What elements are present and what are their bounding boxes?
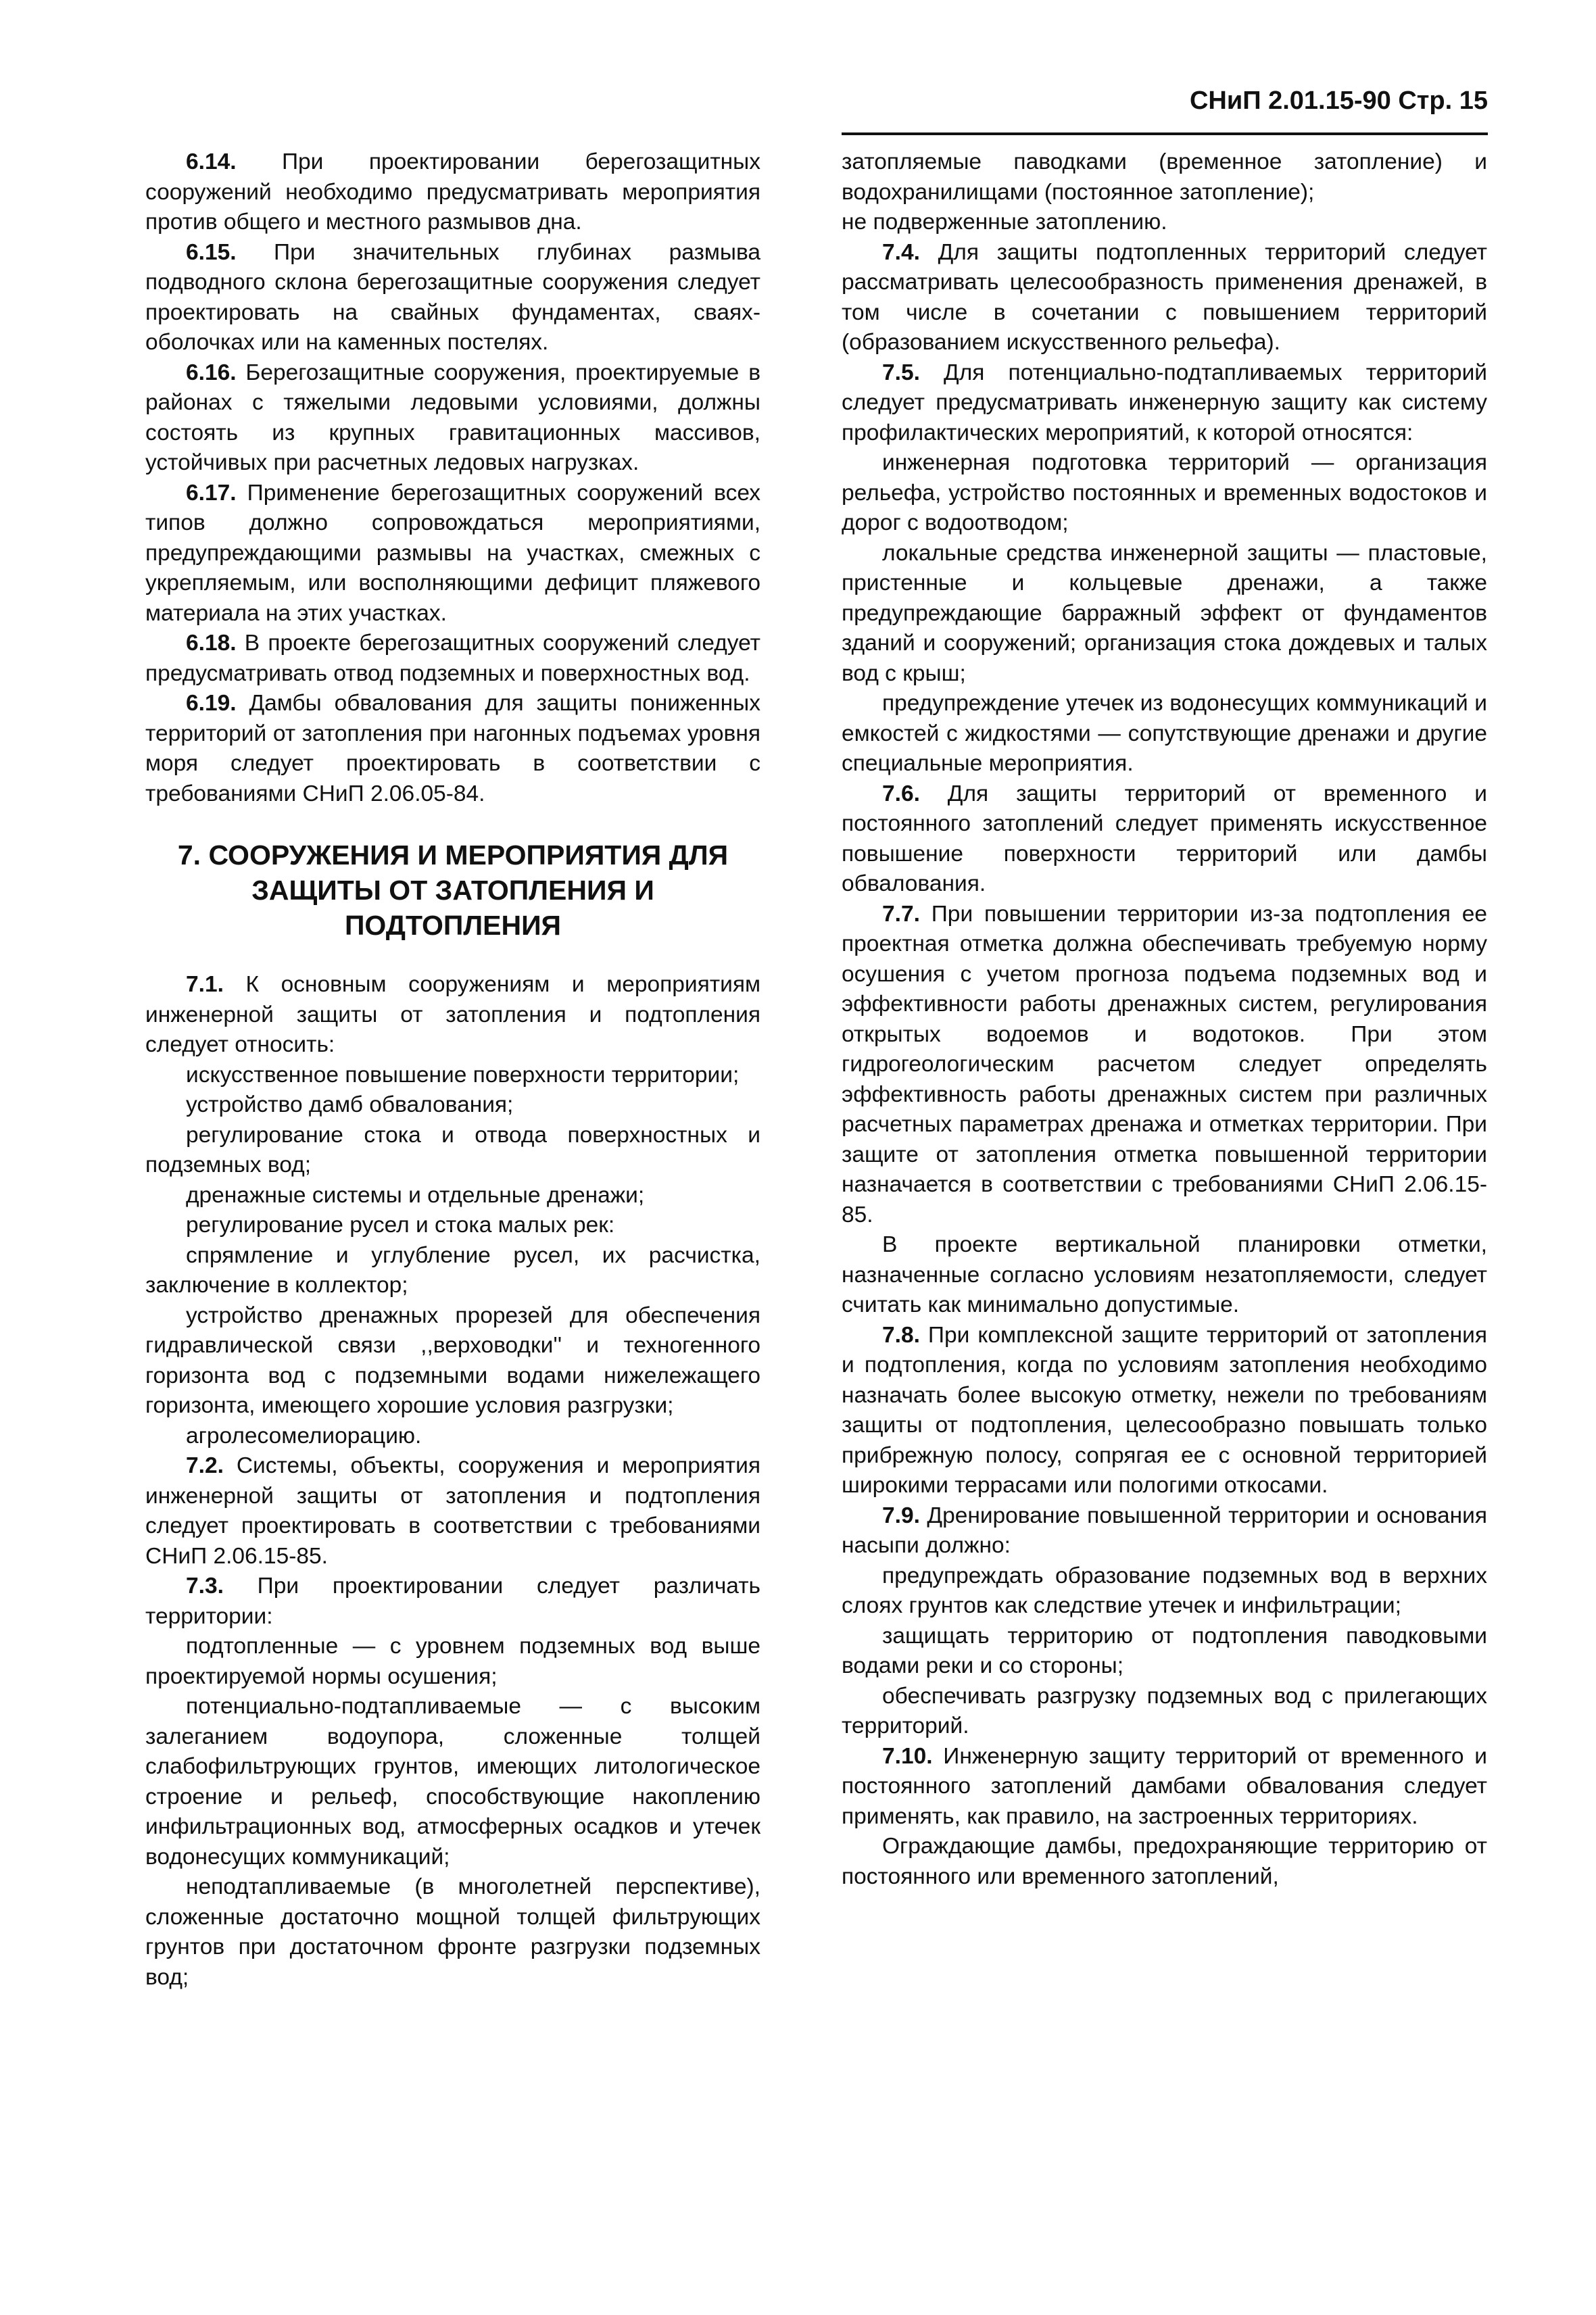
- paragraph: Ограждающие дамбы, предохраняющие территорию от постоянного или временного затоплений,: [842, 1834, 1487, 1889]
- clause-text: Дренирование повышенной территории и основания насыпи должно:: [842, 1503, 1487, 1558]
- clause-number: 7.6.: [882, 781, 920, 806]
- clause-7-4: [842, 238, 1487, 358]
- clause-text: Системы, объекты, сооружения и мероприятия инженерной защиты от затопления и подтопления следует проектировать в соответствии с требованиями СНиП 2.06.15-85.: [145, 1453, 760, 1569]
- clause-text: К основным сооружениям и мероприятиям инженерной защиты от затопления и подтопления следует относить:: [145, 972, 760, 1057]
- clause-number: 7.3.: [186, 1574, 224, 1599]
- clause-number: 6.14.: [186, 149, 237, 174]
- clause-number: 7.10.: [882, 1743, 933, 1769]
- clause-number: 6.18.: [186, 631, 237, 656]
- clause-text: Для потенциально-подтапливаемых территорий следует предусматривать инженерную защиту как систему профилактических мероприятий, к которой относятся:: [842, 360, 1487, 445]
- clause-number: 7.9.: [882, 1503, 920, 1528]
- section-title-line-2: ЗАЩИТЫ ОТ ЗАТОПЛЕНИЯ И ПОДТОПЛЕНИЯ: [251, 875, 654, 941]
- clause-number: 7.8.: [882, 1322, 920, 1348]
- clause-7-6: [842, 779, 1487, 900]
- clause-6-17: [145, 479, 760, 629]
- clause-text: При комплексной защите территорий от затопления и подтопления, когда по условиям затопления необходимо назначать более высокую отметку, нежели по требованиям защиты от подтопления, целесообразно повышать только прибрежную полосу, сопрягая ее с основной территорией широкими террасами или пологими откосами.: [842, 1322, 1487, 1498]
- clause-number: 7.7.: [882, 901, 920, 927]
- paragraph: В проекте вертикальной планировки отметки, назначенные согласно условиям незатопляемости, следует считать как минимально допустимые.: [842, 1232, 1487, 1317]
- list-item: регулирование русел и стока малых рек:: [186, 1213, 615, 1238]
- right-column: [842, 147, 1487, 1892]
- page-header: СНиП 2.01.15-90 Стр. 15: [1189, 87, 1488, 115]
- clause-number: 7.1.: [186, 972, 224, 997]
- clause-7-2: [145, 1451, 760, 1571]
- clause-text: Инженерную защиту территорий от временного и постоянного затоплений дамбами обвалования следует применять, как правило, на застроенных территориях.: [842, 1743, 1487, 1829]
- clause-7-1: [145, 970, 760, 1061]
- clause-6-18: [145, 629, 760, 689]
- list-item: затопляемые паводками (временное затопление) и водохранилищами (постоянное затопление);: [842, 149, 1487, 205]
- left-column: [145, 147, 760, 1993]
- list-item: устройство дренажных прорезей для обеспечения гидравлической связи ,,верховодки'' и техногенного горизонта вод с подземными водами нижележащего горизонта, имеющего хорошие условия разгрузки;: [145, 1302, 760, 1418]
- clause-text: В проекте берегозащитных сооружений следует предусматривать отвод подземных и поверхностных вод.: [145, 631, 760, 686]
- list-item: локальные средства инженерной защиты — пластовые, пристенные и кольцевые дренажи, а также предупреждающие барражный эффект от фундаментов зданий и сооружений; организация стока дождевых и талых вод с крыш;: [842, 540, 1487, 686]
- clause-text: Для защиты подтопленных территорий следует рассматривать целесообразность применения дренажей, в том числе в сочетании с повышением территорий (образованием искусственного рельефа).: [842, 239, 1487, 355]
- clause-number: 6.19.: [186, 691, 237, 716]
- clause-6-19: [145, 689, 760, 809]
- list-item: дренажные системы и отдельные дренажи;: [186, 1182, 645, 1208]
- list-item: искусственное повышение поверхности территории;: [186, 1062, 740, 1088]
- clause-number: 7.4.: [882, 239, 920, 265]
- clause-7-7: [842, 900, 1487, 1231]
- list-item: подтопленные — с уровнем подземных вод выше проектируемой нормы осушения;: [145, 1634, 760, 1689]
- list-item: агролесомелиорацию.: [186, 1423, 422, 1448]
- section-title-line-1: 7. СООРУЖЕНИЯ И МЕРОПРИЯТИЯ ДЛЯ: [177, 839, 729, 871]
- list-item: регулирование стока и отвода поверхностных и подземных вод;: [145, 1122, 760, 1177]
- list-item: обеспечивать разгрузку подземных вод с прилегающих территорий.: [842, 1683, 1487, 1738]
- list-item: предупреждение утечек из водонесущих коммуникаций и емкостей с жидкостями — сопутствующие дренажи и другие специальные мероприятия.: [842, 691, 1487, 776]
- clause-text: Применение берегозащитных сооружений всех типов должно сопровождаться мероприятиями, предупреждающими размывы на участках, смежных с укрепляемым, или восполняющими дефицит пляжевого материала на этих участках.: [145, 480, 760, 626]
- clause-text: При значительных глубинах размыва подводного склона берегозащитные сооружения следует проектировать на свайных фундаментах, сваях-оболочках или на каменных постелях.: [145, 239, 760, 355]
- list-item: устройство дамб обвалования;: [186, 1092, 514, 1117]
- clause-number: 6.15.: [186, 239, 237, 265]
- clause-7-3: [145, 1571, 760, 1632]
- list-item: потенциально-подтапливаемые — с высоким залеганием водоупора, сложенные толщей слабофильтрующих грунтов, имеющих литологическое строение и рельеф, способствующие накоплению инфильтрационных вод, атмосферных осадков и утечек водонесущих коммуникаций;: [145, 1694, 760, 1870]
- clause-7-8: [842, 1321, 1487, 1501]
- list-item: защищать территорию от подтопления паводковыми водами реки и со стороны;: [842, 1623, 1487, 1678]
- clause-number: 7.2.: [186, 1453, 224, 1478]
- list-item: не подверженные затоплению.: [842, 210, 1167, 235]
- list-item: инженерная подготовка территорий — организация рельефа, устройство постоянных и временных водостоков и дорог с водоотводом;: [842, 450, 1487, 535]
- clause-6-14: [145, 147, 760, 238]
- section-title: [145, 837, 760, 943]
- clause-6-15: [145, 238, 760, 358]
- clause-text: При проектировании берегозащитных сооружений необходимо предусматривать мероприятия против общего и местного размывов дна.: [145, 149, 760, 235]
- clause-7-10: [842, 1742, 1487, 1832]
- list-item: предупреждать образование подземных вод в верхних слоях грунтов как следствие утечек и инфильтрации;: [842, 1563, 1487, 1618]
- list-item: неподтапливаемые (в многолетней перспективе), сложенные достаточно мощной толщей фильтрующих грунтов при достаточном фронте разгрузки подземных вод;: [145, 1874, 760, 1990]
- clause-6-16: [145, 358, 760, 479]
- clause-number: 7.5.: [882, 360, 920, 385]
- clause-text: При повышении территории из-за подтопления ее проектная отметка должна обеспечивать требуемую норму осушения с учетом прогноза подъема подземных вод и эффективности работы дренажных систем, регулирования открытых водоемов и водотоков. При этом гидрогеологическим расчетом следует определять эффективность работы дренажных систем при различных расчетных параметрах дренажа и отметках территории. При защите от затопления отметка повышенной территории назначается в соответствии с требованиями СНиП 2.06.15-85.: [842, 901, 1487, 1227]
- clause-text: Берегозащитные сооружения, проектируемые в районах с тяжелыми ледовыми условиями, должны состоять из крупных гравитационных массивов, устойчивых при расчетных ледовых нагрузках.: [145, 360, 760, 475]
- clause-text: Дамбы обвалования для защиты пониженных территорий от затопления при нагонных подъемах уровня моря следует проектировать в соответствии с требованиями СНиП 2.06.05-84.: [145, 691, 760, 806]
- clause-number: 6.16.: [186, 360, 237, 385]
- clause-text: При проектировании следует различать территории:: [145, 1574, 760, 1629]
- clause-number: 6.17.: [186, 480, 237, 506]
- clause-7-5: [842, 358, 1487, 449]
- clause-7-9: [842, 1501, 1487, 1561]
- header-rule: [842, 132, 1488, 135]
- clause-text: Для защиты территорий от временного и постоянного затоплений следует применять искусственное повышение поверхности территорий или дамбы обвалования.: [842, 781, 1487, 896]
- list-item: спрямление и углубление русел, их расчистка, заключение в коллектор;: [145, 1242, 760, 1298]
